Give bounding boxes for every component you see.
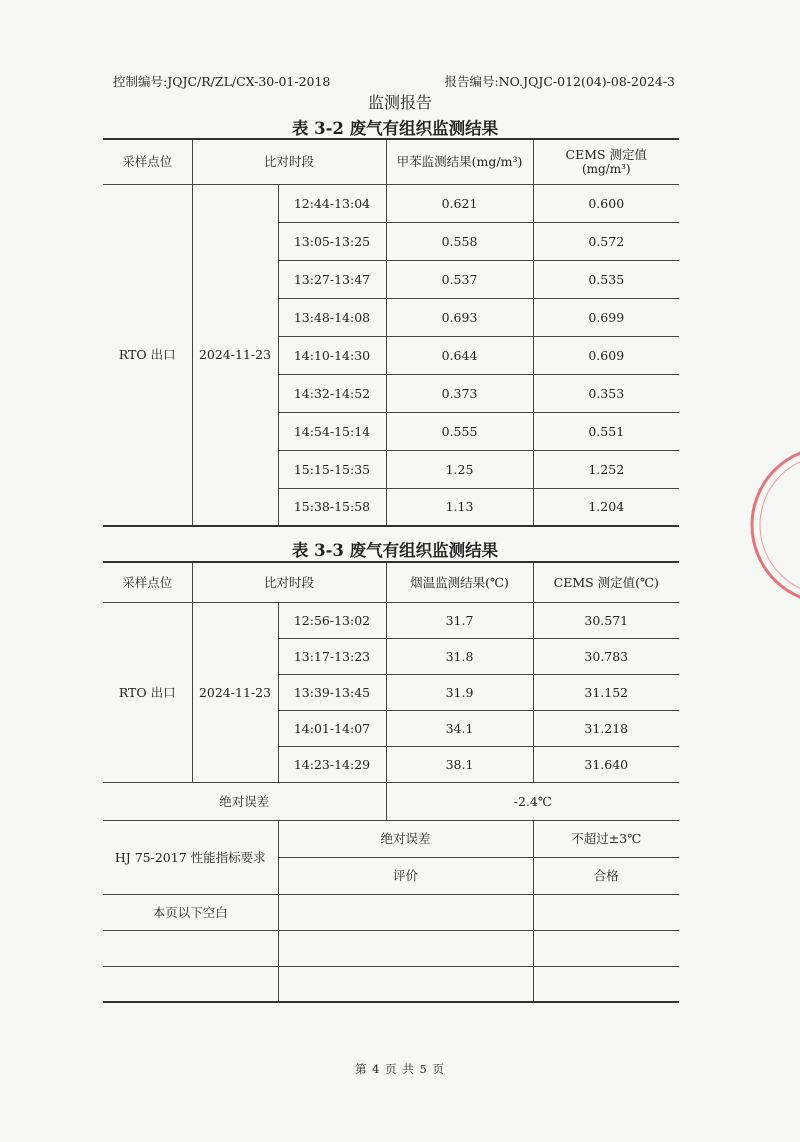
abs-error-row bbox=[103, 782, 679, 820]
time-cell: 14:10-14:30 bbox=[278, 336, 386, 374]
header-period: 比对时段 bbox=[192, 139, 386, 184]
requirement-row bbox=[103, 820, 679, 857]
header-site: 采样点位 bbox=[103, 139, 192, 184]
header-measured: 烟温监测结果(℃) bbox=[386, 562, 533, 602]
abs-error-label: 绝对误差 bbox=[103, 782, 386, 820]
time-cell: 12:56-13:02 bbox=[278, 602, 386, 638]
header-cems: CEMS 测定值(℃) bbox=[533, 562, 679, 602]
table1 bbox=[103, 138, 679, 527]
table-row bbox=[103, 602, 679, 638]
cems-cell: 0.699 bbox=[533, 298, 679, 336]
table1-header-row bbox=[103, 139, 679, 184]
time-cell: 14:01-14:07 bbox=[278, 710, 386, 746]
measured-cell: 34.1 bbox=[386, 710, 533, 746]
table1-title: 表 3-2 废气有组织监测结果 bbox=[291, 119, 499, 138]
measured-cell: 31.9 bbox=[386, 674, 533, 710]
measured-cell: 0.644 bbox=[386, 336, 533, 374]
table-row bbox=[103, 184, 679, 222]
measured-cell: 31.8 bbox=[386, 638, 533, 674]
blank-cell bbox=[278, 930, 533, 966]
cems-cell: 0.551 bbox=[533, 412, 679, 450]
cems-cell: 31.218 bbox=[533, 710, 679, 746]
time-cell: 14:23-14:29 bbox=[278, 746, 386, 782]
header-cems-line2: (mg/m³) bbox=[581, 161, 631, 176]
blank-cell bbox=[533, 930, 679, 966]
header-period: 比对时段 bbox=[192, 562, 386, 602]
blank-row bbox=[103, 966, 679, 1002]
measured-cell: 0.373 bbox=[386, 374, 533, 412]
header-cems bbox=[533, 139, 679, 184]
time-cell: 13:48-14:08 bbox=[278, 298, 386, 336]
date-cell: 2024-11-23 bbox=[192, 184, 278, 526]
measured-cell: 1.13 bbox=[386, 488, 533, 526]
time-cell: 14:54-15:14 bbox=[278, 412, 386, 450]
req-abs-error-label: 绝对误差 bbox=[278, 820, 533, 857]
site-cell: RTO 出口 bbox=[103, 184, 192, 526]
cems-cell: 31.152 bbox=[533, 674, 679, 710]
page-footer: 第 4 页 共 5 页 bbox=[355, 1062, 445, 1076]
blank-cell bbox=[103, 966, 278, 1002]
blank-note-row bbox=[103, 894, 679, 930]
time-cell: 13:39-13:45 bbox=[278, 674, 386, 710]
blank-cell bbox=[533, 894, 679, 930]
abs-error-value: -2.4℃ bbox=[386, 782, 679, 820]
cems-cell: 1.204 bbox=[533, 488, 679, 526]
measured-cell: 0.693 bbox=[386, 298, 533, 336]
cems-cell: 0.609 bbox=[533, 336, 679, 374]
document-title: 监测报告 bbox=[367, 93, 432, 112]
header-measured: 甲苯监测结果(mg/m³) bbox=[386, 139, 533, 184]
table2-title: 表 3-3 废气有组织监测结果 bbox=[291, 541, 499, 560]
time-cell: 14:32-14:52 bbox=[278, 374, 386, 412]
time-cell: 15:38-15:58 bbox=[278, 488, 386, 526]
cems-cell: 1.252 bbox=[533, 450, 679, 488]
cems-cell: 0.572 bbox=[533, 222, 679, 260]
measured-cell: 38.1 bbox=[386, 746, 533, 782]
header-cems-line1: CEMS 测定值 bbox=[565, 146, 648, 162]
report-number: 报告编号:NO.JQJC-012(04)-08-2024-3 bbox=[444, 74, 675, 89]
time-cell: 15:15-15:35 bbox=[278, 450, 386, 488]
blank-cell bbox=[278, 894, 533, 930]
table2 bbox=[103, 561, 679, 1003]
time-cell: 13:17-13:23 bbox=[278, 638, 386, 674]
measured-cell: 0.537 bbox=[386, 260, 533, 298]
blank-cell bbox=[278, 966, 533, 1002]
measured-cell: 0.621 bbox=[386, 184, 533, 222]
time-cell: 12:44-13:04 bbox=[278, 184, 386, 222]
evaluation-label: 评价 bbox=[278, 857, 533, 894]
site-cell: RTO 出口 bbox=[103, 602, 192, 782]
cems-cell: 31.640 bbox=[533, 746, 679, 782]
time-cell: 13:05-13:25 bbox=[278, 222, 386, 260]
cems-cell: 30.571 bbox=[533, 602, 679, 638]
control-number: 控制编号:JQJC/R/ZL/CX-30-01-2018 bbox=[113, 74, 331, 89]
cems-cell: 0.353 bbox=[533, 374, 679, 412]
table2-header-row bbox=[103, 562, 679, 602]
red-seal-stamp bbox=[745, 440, 800, 610]
measured-cell: 0.558 bbox=[386, 222, 533, 260]
req-abs-error-value: 不超过±3℃ bbox=[533, 820, 679, 857]
requirement-label: HJ 75-2017 性能指标要求 bbox=[103, 820, 278, 894]
blank-note: 本页以下空白 bbox=[103, 894, 278, 930]
cems-cell: 0.535 bbox=[533, 260, 679, 298]
date-cell: 2024-11-23 bbox=[192, 602, 278, 782]
cems-cell: 0.600 bbox=[533, 184, 679, 222]
measured-cell: 1.25 bbox=[386, 450, 533, 488]
time-cell: 13:27-13:47 bbox=[278, 260, 386, 298]
cems-cell: 30.783 bbox=[533, 638, 679, 674]
evaluation-value: 合格 bbox=[533, 857, 679, 894]
blank-row bbox=[103, 930, 679, 966]
measured-cell: 31.7 bbox=[386, 602, 533, 638]
blank-cell bbox=[533, 966, 679, 1002]
blank-cell bbox=[103, 930, 278, 966]
measured-cell: 0.555 bbox=[386, 412, 533, 450]
header-site: 采样点位 bbox=[103, 562, 192, 602]
